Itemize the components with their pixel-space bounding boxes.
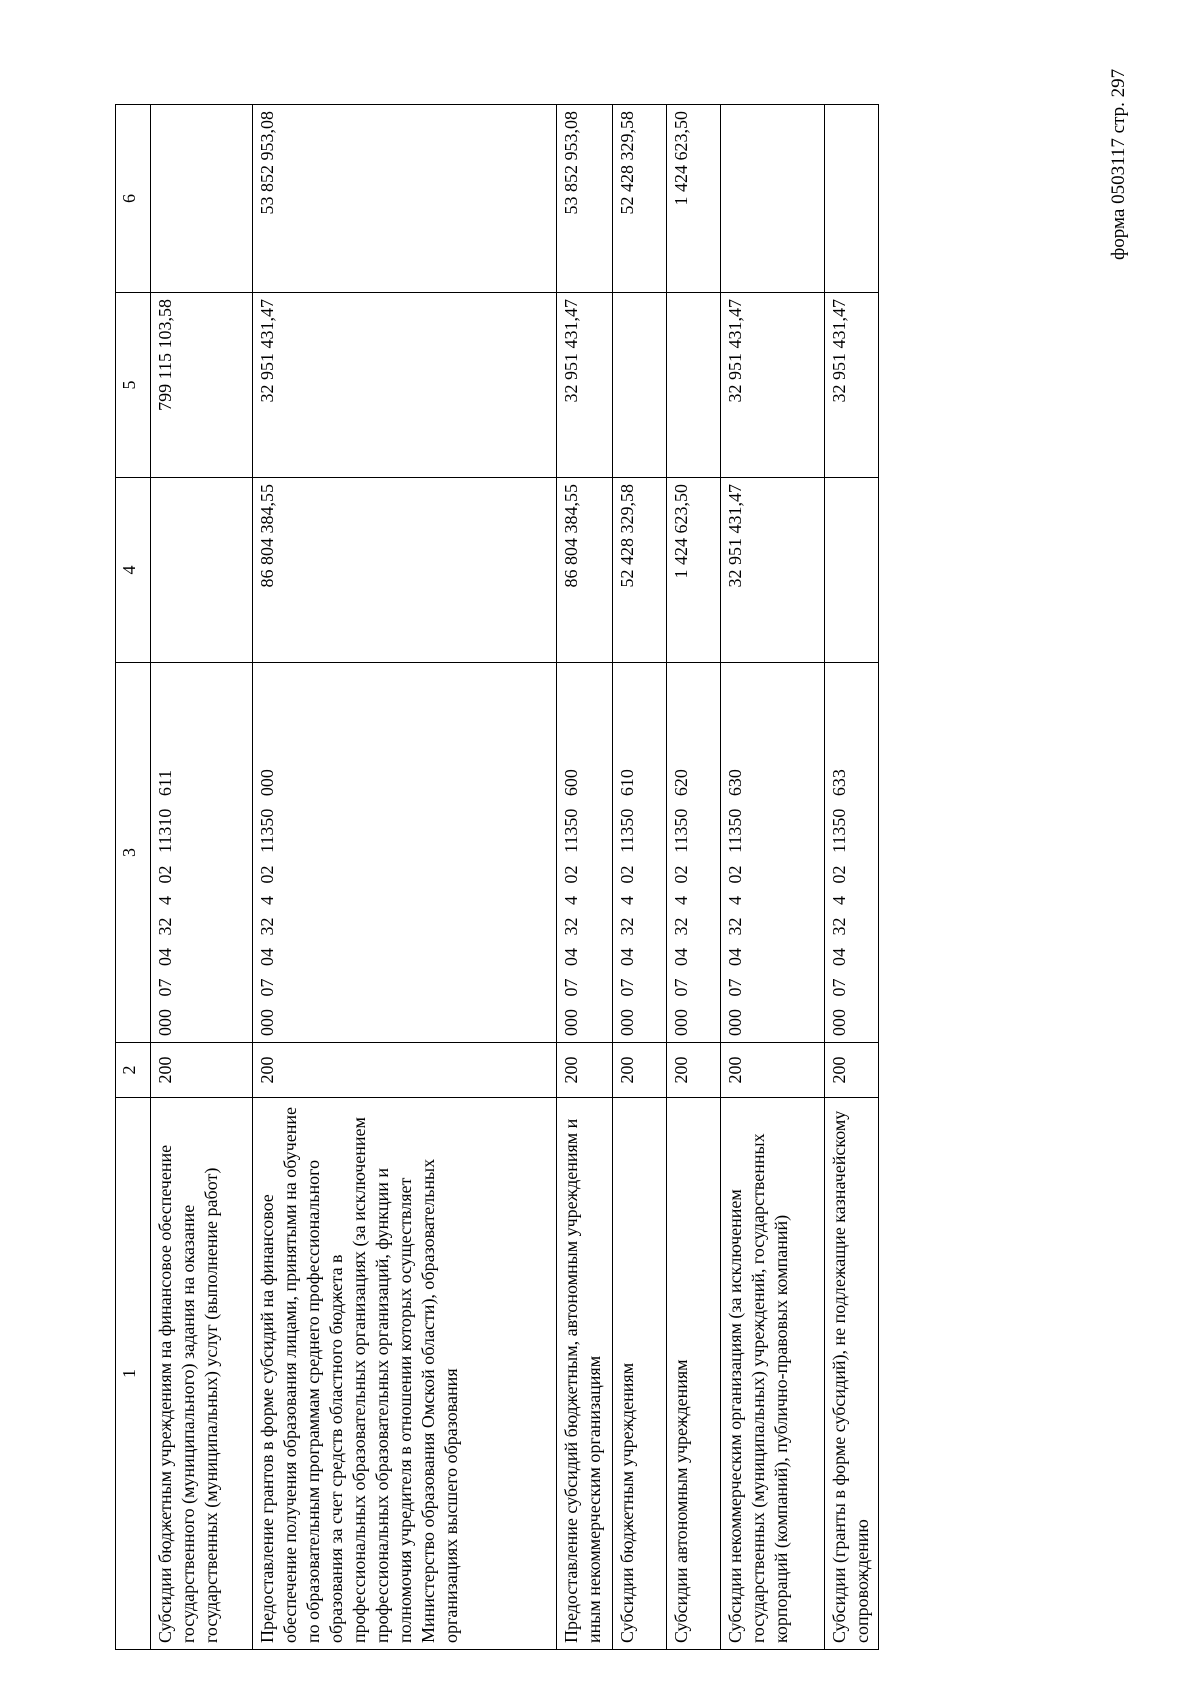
row-line-code: 200 [667, 1043, 721, 1098]
row-line-code: 200 [613, 1043, 667, 1098]
column-header: 1 [116, 1098, 151, 1650]
row-col5 [667, 293, 721, 478]
column-header: 3 [116, 663, 151, 1043]
table-row [557, 105, 613, 1650]
row-name: Предоставление субсидий бюджетным, автономным учреждениям и иным некоммерческим организациям [557, 1098, 613, 1650]
row-col6: 53 852 953,08 [253, 105, 557, 293]
row-col4: 32 951 431,47 [721, 478, 825, 663]
row-col5: 32 951 431,47 [253, 293, 557, 478]
row-name: Субсидии бюджетным учреждениям на финансовое обеспечение государственного (муниципального) задания на оказание государственных (муниципальных) услуг (выполнение работ) [151, 1098, 253, 1650]
row-line-code: 200 [825, 1043, 879, 1098]
row-budget-code: 000 07 04 32 4 02 11310 611 [151, 663, 253, 1043]
row-col5 [613, 293, 667, 478]
row-name: Субсидии некоммерческим организациям (за исключением государственных (муниципальных) учреждений, государственных корпораций (компаний), публично-правовых компаний) [721, 1098, 825, 1650]
row-col5: 32 951 431,47 [825, 293, 879, 478]
row-name: Субсидии автономным учреждениям [667, 1098, 721, 1650]
row-col6 [151, 105, 253, 293]
table-row [613, 105, 667, 1650]
row-budget-code: 000 07 04 32 4 02 11350 000 [253, 663, 557, 1043]
report-table [115, 104, 879, 1650]
row-col6: 1 424 623,50 [667, 105, 721, 293]
row-col4 [825, 478, 879, 663]
row-col4: 86 804 384,55 [253, 478, 557, 663]
row-col4: 52 428 329,58 [613, 478, 667, 663]
row-name: Субсидии бюджетным учреждениям [613, 1098, 667, 1650]
row-budget-code: 000 07 04 32 4 02 11350 610 [613, 663, 667, 1043]
form-label: форма 0503117 стр. 297 [1108, 68, 1129, 260]
row-col6: 53 852 953,08 [557, 105, 613, 293]
row-name: Субсидии (гранты в форме субсидий), не подлежащие казначейскому сопровождению [825, 1098, 879, 1650]
table-row [825, 105, 879, 1650]
row-col6 [721, 105, 825, 293]
row-col4: 1 424 623,50 [667, 478, 721, 663]
row-col4: 86 804 384,55 [557, 478, 613, 663]
table-header-row [116, 105, 151, 1650]
row-budget-code: 000 07 04 32 4 02 11350 630 [721, 663, 825, 1043]
column-header: 5 [116, 293, 151, 478]
row-col6 [825, 105, 879, 293]
row-name: Предоставление грантов в форме субсидий на финансовое обеспечение получения образования лицами, принятыми на обучение по образовательным программам среднего профессионального образования за счет средств областного бюджета в профессиональных образовательных организациях (за исключением профессиональных образовательных организаций, функции и полномочия учредителя в отношении которых осуществляет Министерство образования Омской области), образовательных организациях высшего образования [253, 1098, 557, 1650]
row-col4 [151, 478, 253, 663]
report-table-rotated [115, 105, 872, 1650]
column-header: 6 [116, 105, 151, 293]
table-row [667, 105, 721, 1650]
row-col6: 52 428 329,58 [613, 105, 667, 293]
row-col5: 32 951 431,47 [721, 293, 825, 478]
table-row [151, 105, 253, 1650]
row-budget-code: 000 07 04 32 4 02 11350 620 [667, 663, 721, 1043]
table-row [253, 105, 557, 1650]
column-header: 2 [116, 1043, 151, 1098]
row-line-code: 200 [253, 1043, 557, 1098]
column-header: 4 [116, 478, 151, 663]
row-line-code: 200 [721, 1043, 825, 1098]
row-col5: 799 115 103,58 [151, 293, 253, 478]
row-col5: 32 951 431,47 [557, 293, 613, 478]
row-line-code: 200 [151, 1043, 253, 1098]
table-row [721, 105, 825, 1650]
row-budget-code: 000 07 04 32 4 02 11350 633 [825, 663, 879, 1043]
row-budget-code: 000 07 04 32 4 02 11350 600 [557, 663, 613, 1043]
row-line-code: 200 [557, 1043, 613, 1098]
